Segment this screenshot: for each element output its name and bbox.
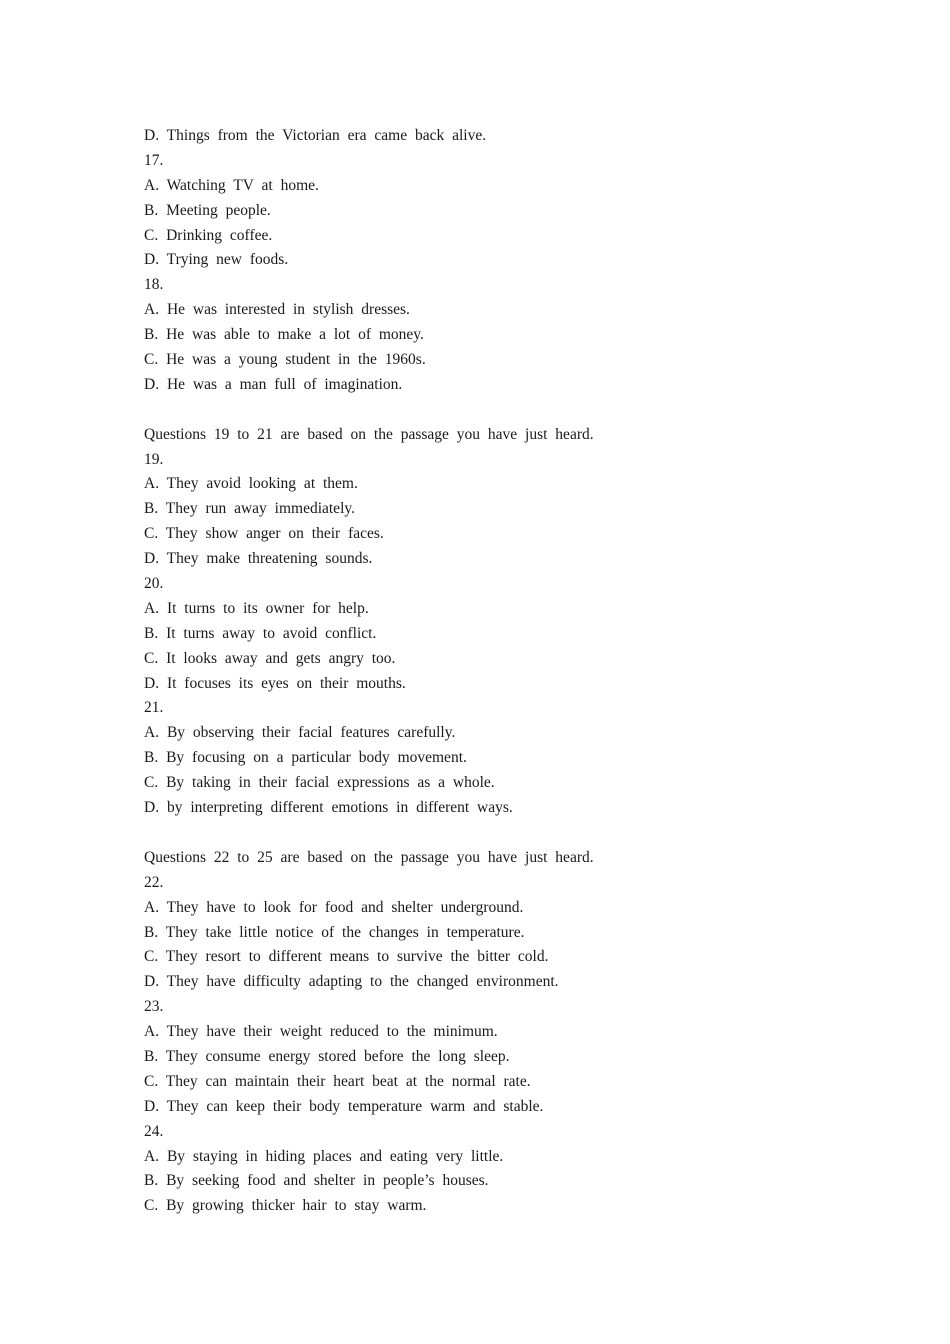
- question-number: 22.: [144, 873, 164, 891]
- option-line: D. Trying new foods.: [144, 251, 289, 269]
- option-line: C. Drinking coffee.: [144, 226, 273, 244]
- question-number: 17.: [144, 151, 164, 169]
- option-line: B. Meeting people.: [144, 201, 271, 219]
- option-line: A. By staying in hiding places and eating very little.: [144, 1147, 504, 1165]
- option-line: C. They resort to different means to survive the bitter cold.: [144, 948, 549, 966]
- question-number: 18.: [144, 276, 164, 294]
- option-line: B. By seeking food and shelter in people’s houses.: [144, 1172, 489, 1190]
- section-instruction: Questions 19 to 21 are based on the passage you have just heard.: [144, 425, 594, 443]
- option-line: C. They can maintain their heart beat at the normal rate.: [144, 1072, 531, 1090]
- option-line: C. They show anger on their faces.: [144, 525, 384, 543]
- option-line: D. They have difficulty adapting to the changed environment.: [144, 973, 559, 991]
- option-line: D. Things from the Victorian era came back alive.: [144, 127, 487, 144]
- blank-line: [144, 398, 844, 423]
- option-line: D. He was a man full of imagination.: [144, 375, 403, 393]
- option-line: D. by interpreting different emotions in different ways.: [144, 799, 513, 817]
- option-line: C. He was a young student in the 1960s.: [144, 351, 426, 369]
- option-line: A. He was interested in stylish dresses.: [144, 301, 410, 319]
- question-number: 24.: [144, 1122, 164, 1140]
- option-line: A. It turns to its owner for help.: [144, 599, 369, 617]
- question-number: 19.: [144, 450, 164, 468]
- question-number: 23.: [144, 998, 164, 1016]
- option-line: A. They avoid looking at them.: [144, 475, 358, 493]
- option-line: B. He was able to make a lot of money.: [144, 326, 424, 344]
- option-line: C. By taking in their facial expressions as a whole.: [144, 774, 495, 792]
- option-line: D. It focuses its eyes on their mouths.: [144, 674, 406, 692]
- option-line: A. They have their weight reduced to the minimum.: [144, 1023, 498, 1041]
- option-line: A. Watching TV at home.: [144, 176, 319, 194]
- option-line: B. They take little notice of the changes in temperature.: [144, 923, 525, 941]
- option-line: B. They consume energy stored before the long sleep.: [144, 1047, 510, 1065]
- blank-line: [144, 821, 844, 846]
- option-line: B. They run away immediately.: [144, 500, 355, 518]
- option-line: A. They have to look for food and shelter underground.: [144, 898, 524, 916]
- option-line: B. By focusing on a particular body movement.: [144, 749, 467, 767]
- option-line: C. By growing thicker hair to stay warm.: [144, 1197, 427, 1215]
- option-line: C. It looks away and gets angry too.: [144, 649, 396, 667]
- option-line: D. They can keep their body temperature warm and stable.: [144, 1097, 544, 1115]
- option-line: D. They make threatening sounds.: [144, 550, 373, 568]
- question-number: 21.: [144, 699, 164, 717]
- section-instruction: Questions 22 to 25 are based on the passage you have just heard.: [144, 848, 594, 866]
- option-line: B. It turns away to avoid conflict.: [144, 624, 377, 642]
- document-page: [144, 124, 844, 1219]
- option-line: A. By observing their facial features carefully.: [144, 724, 456, 742]
- question-number: 20.: [144, 575, 164, 593]
